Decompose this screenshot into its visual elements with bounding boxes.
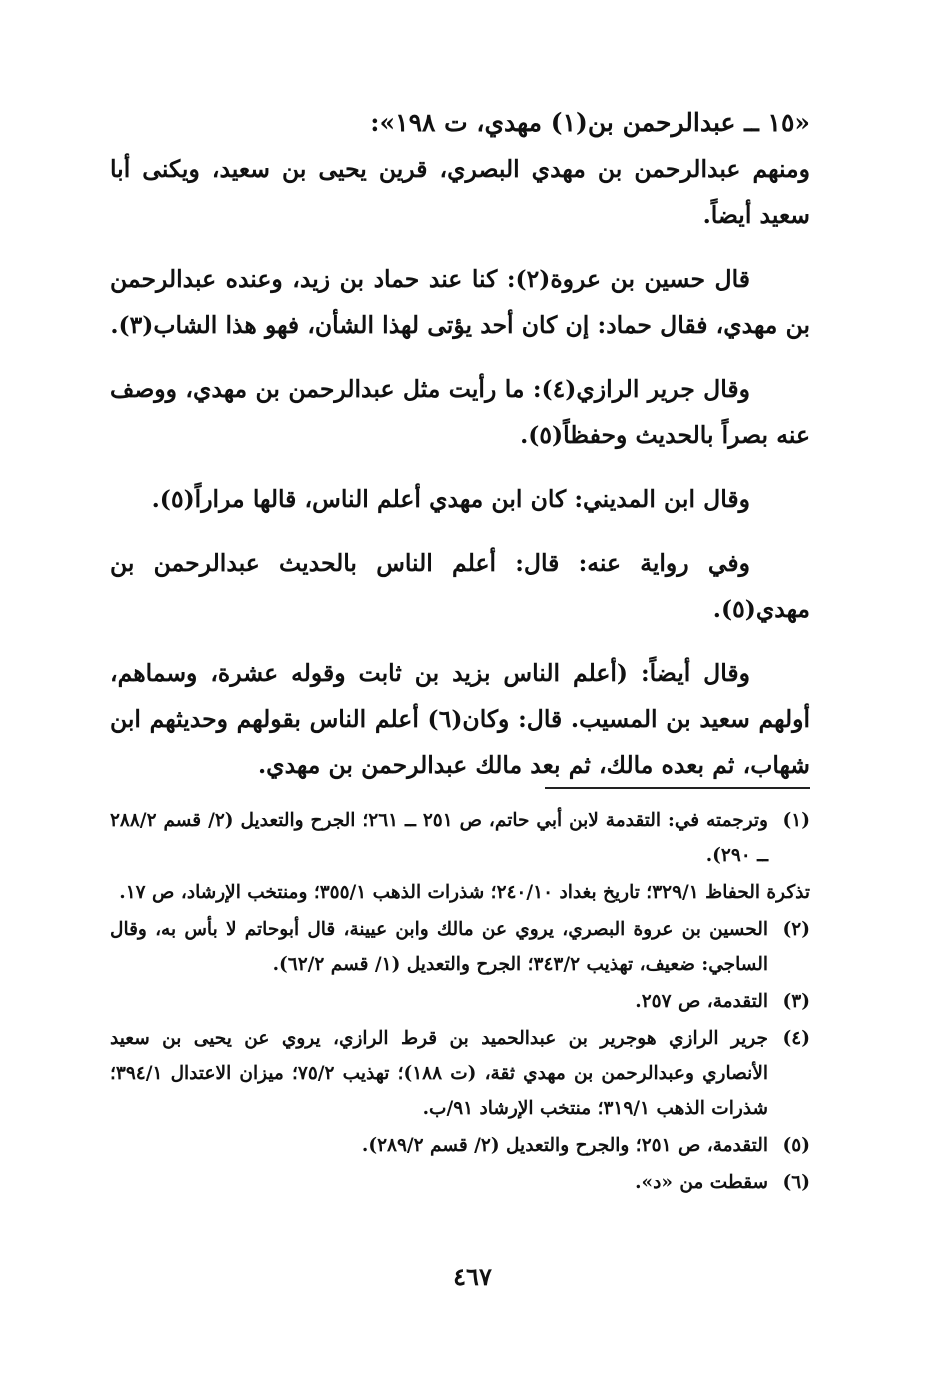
footnote-text: التقدمة، ص ٢٥٧. bbox=[635, 991, 768, 1012]
footnote-number: (١) bbox=[782, 810, 810, 831]
footnote-continuation: تذكرة الحفاظ ٣٢٩/١؛ تاريخ بغداد ٢٤٠/١٠؛ شذرات الذهب ٣٥٥/١؛ ومنتخب الإرشاد، ص ١٧. bbox=[119, 882, 810, 903]
footnote-text: سقطت من «د». bbox=[635, 1172, 768, 1193]
main-text bbox=[110, 146, 810, 806]
footnote-number: (٥) bbox=[782, 1135, 810, 1156]
footnote-text: الحسين بن عروة البصري، يروي عن مالك وابن عيينة، قال أبوحاتم لا بأس به، وقال الساجي: ضعيف، تهذيب ٣٤٣/٢؛ الجرح والتعديل (١/ قسم ٦٢/٢). bbox=[110, 919, 768, 975]
footnote-divider bbox=[545, 787, 810, 789]
footnote-number: (٤) bbox=[782, 1028, 810, 1049]
footnote bbox=[110, 1021, 810, 1126]
footnotes bbox=[110, 803, 810, 1202]
footnote bbox=[110, 1128, 810, 1163]
footnote bbox=[110, 1165, 810, 1200]
footnote bbox=[110, 984, 810, 1019]
footnote-number: (٣) bbox=[782, 991, 810, 1012]
page-number: ٤٦٧ bbox=[453, 1262, 492, 1291]
paragraph: ومنهم عبدالرحمن بن مهدي البصري، قرين يحيى بن سعيد، ويكنى أبا سعيد أيضاً. bbox=[110, 155, 810, 229]
paragraph: وقال أيضاً: (أعلم الناس بزيد بن ثابت وقوله عشرة، وسماهم، أولهم سعيد بن المسيب. قال: وكان(٦) أعلم الناس بقولهم وحديثهم ابن شهاب، ثم بعده مالك، ثم بعد مالك عبدالرحمن بن مهدي. bbox=[110, 659, 810, 779]
footnote-number: (٢) bbox=[782, 919, 810, 940]
paragraph: وقال جرير الرازي(٤): ما رأيت مثل عبدالرحمن بن مهدي، ووصف عنه بصراً بالحديث وحفظاً(٥). bbox=[110, 375, 810, 449]
footnote-text: وترجمته في: التقدمة لابن أبي حاتم، ص ٢٥١ ــ ٢٦١؛ الجرح والتعديل (٢/ قسم ٢٨٨/٢ ــ ٢٩٠). bbox=[110, 810, 768, 866]
footnote-text: التقدمة، ص ٢٥١؛ والجرح والتعديل (٢/ قسم ٢٨٩/٢). bbox=[361, 1135, 768, 1156]
footnote bbox=[110, 912, 810, 982]
footnote bbox=[110, 803, 810, 873]
paragraph: وفي رواية عنه: قال: أعلم الناس بالحديث عبدالرحمن بن مهدي(٥). bbox=[110, 549, 810, 623]
footnote-text: جرير الرازي هوجرير بن عبدالحميد بن قرط الرازي، يروي عن يحيى بن سعيد الأنصاري وعبدالرحمن بن مهدي ثقة، (ت ١٨٨)؛ تهذيب ٧٥/٢؛ ميزان الاعتدال ٣٩٤/١؛ شذرات الذهب ٣١٩/١؛ منتخب الإرشاد ٩١/ب. bbox=[110, 1028, 769, 1119]
entry-heading: «١٥ ــ عبدالرحمن بن(١) مهدي، ت ١٩٨»: bbox=[370, 108, 810, 137]
paragraph: وقال ابن المديني: كان ابن مهدي أعلم الناس، قالها مراراً(٥). bbox=[151, 485, 750, 513]
footnote-number: (٦) bbox=[782, 1172, 810, 1193]
paragraph: قال حسين بن عروة(٢): كنا عند حماد بن زيد، وعنده عبدالرحمن بن مهدي، فقال حماد: إن كان أحد يؤتى لهذا الشأن، فهو هذا الشاب(٣). bbox=[110, 265, 810, 339]
